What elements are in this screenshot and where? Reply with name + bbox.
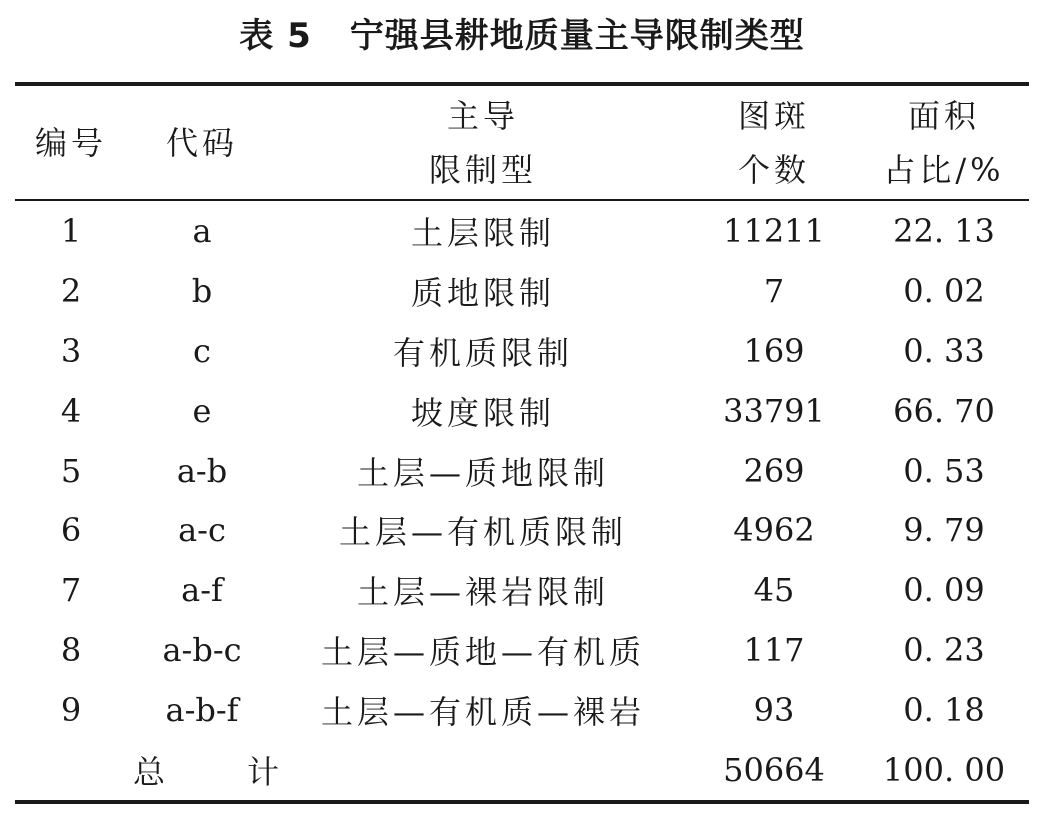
header-type-line2: 限制型 [428,150,537,189]
cell-no: 9 [60,691,82,730]
table-row [15,441,1029,501]
header-type-line1: 主导 [446,96,519,135]
cell-area: 0. 23 [903,631,985,670]
cell-code: b [191,271,213,310]
table-row [15,620,1029,680]
cell-count: 117 [743,631,805,670]
cell-type: 质地限制 [410,273,555,312]
limitation-type-table [15,82,1029,804]
total-label-part1: 总 [133,752,166,791]
cell-type: 有机质限制 [392,333,573,372]
total-row [15,740,1029,802]
cell-area: 0. 09 [903,571,985,610]
cell-area: 9. 79 [903,511,985,550]
header-area-line2: 占比/% [883,150,1005,189]
total-count: 50664 [723,750,825,789]
cell-count: 93 [753,691,795,730]
cell-no: 7 [60,571,82,610]
header-area [859,84,1029,200]
header-code: 代码 [165,123,238,162]
table-row [15,680,1029,740]
cell-code: a [192,211,212,250]
cell-type: 土层—质地限制 [356,453,609,492]
table-row [15,381,1029,441]
table-number: 表 5 [239,16,312,56]
cell-area: 0. 53 [903,451,985,490]
cell-type: 坡度限制 [410,393,555,432]
cell-no: 2 [60,271,82,310]
cell-count: 45 [753,571,795,610]
data-table-wrapper [15,82,1029,804]
header-no: 编号 [34,123,107,162]
table-caption [0,12,1044,60]
cell-no: 3 [60,331,82,370]
cell-type: 土层限制 [410,213,555,252]
cell-area: 22. 13 [893,211,995,250]
header-row [15,84,1029,200]
cell-count: 11211 [723,211,825,250]
cell-no: 8 [60,631,82,670]
cell-count: 7 [763,271,785,310]
table-row [15,200,1029,261]
cell-code: a-f [181,571,223,610]
cell-count: 33791 [723,391,825,430]
table-row [15,261,1029,321]
cell-no: 1 [60,211,82,250]
cell-code: a-b [176,451,228,490]
cell-type: 土层—有机质—裸岩 [320,693,645,732]
table-row [15,560,1029,620]
total-label-part2: 计 [247,752,280,791]
cell-type: 土层—裸岩限制 [356,573,609,612]
header-count-line2: 个数 [737,150,810,189]
table-row [15,500,1029,560]
header-area-line1: 面积 [907,96,980,135]
cell-count: 169 [743,331,805,370]
cell-area: 0. 33 [903,331,985,370]
total-area: 100. 00 [882,750,1006,789]
cell-area: 0. 02 [903,271,985,310]
cell-no: 5 [60,451,82,490]
cell-count: 269 [743,451,805,490]
cell-count: 4962 [733,511,815,550]
cell-no: 6 [60,511,82,550]
cell-area: 66. 70 [893,391,995,430]
total-label [15,740,689,802]
cell-area: 0. 18 [903,691,985,730]
table-title: 宁强县耕地质量主导限制类型 [349,16,805,56]
cell-type: 土层—质地—有机质 [320,633,645,672]
cell-code: a-b-f [165,691,239,730]
header-count [689,84,859,200]
cell-type: 土层—有机质限制 [338,513,627,552]
table-row [15,321,1029,381]
cell-code: a-c [178,511,226,550]
cell-code: e [192,391,212,430]
header-count-line1: 图斑 [737,96,810,135]
cell-code: c [193,331,211,370]
cell-no: 4 [60,391,82,430]
cell-code: a-b-c [162,631,242,670]
header-type [277,84,689,200]
